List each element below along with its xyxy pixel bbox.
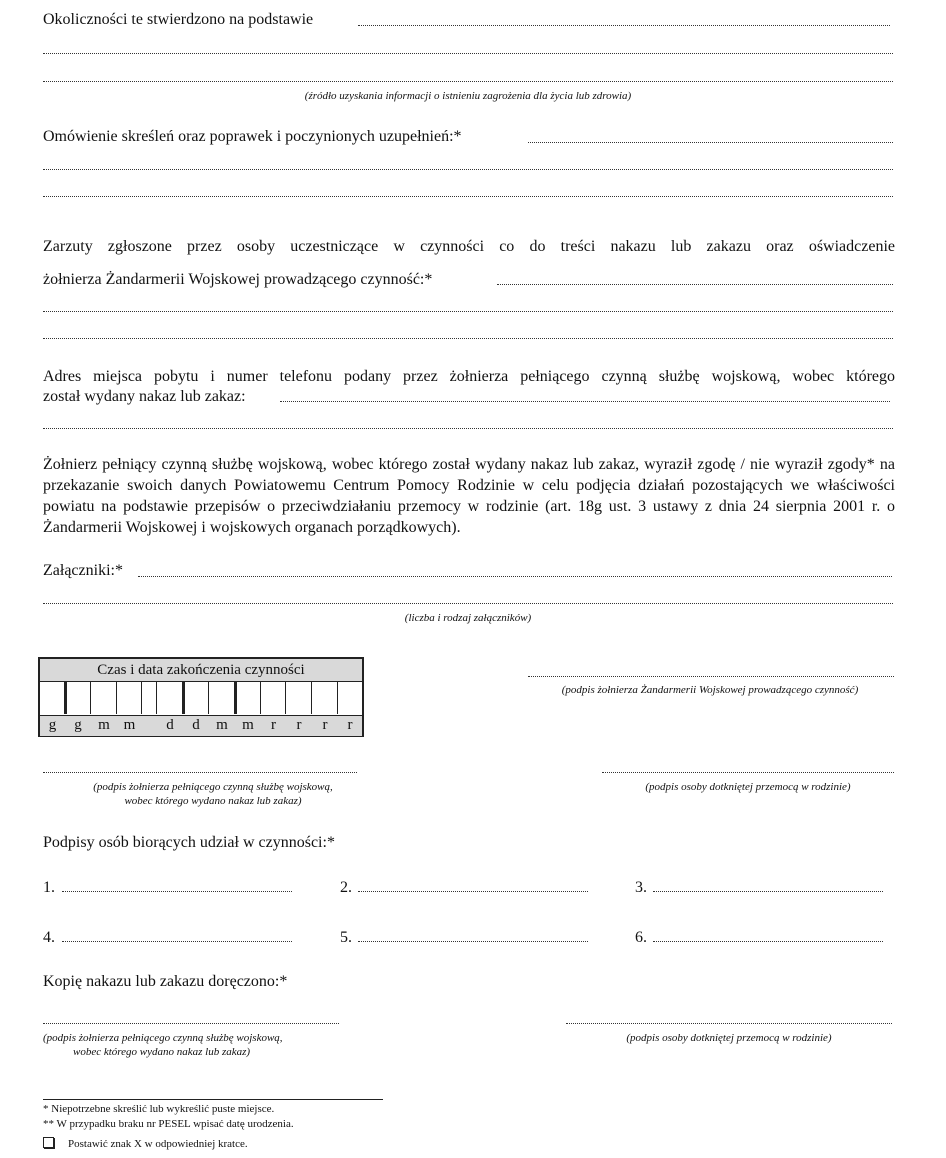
copy-delivered-label: Kopię nakazu lub zakazu doręczono:*: [43, 973, 288, 990]
month-digit-1-cell[interactable]: [209, 682, 235, 714]
circumstances-field-line-2[interactable]: [43, 53, 893, 54]
day-digit-2-cell[interactable]: [183, 682, 209, 714]
corrections-field-line-2[interactable]: [43, 169, 893, 170]
participant-1-signature-line[interactable]: [62, 891, 292, 892]
circumstances-label: Okoliczności te stwierdzono na podstawie: [43, 11, 314, 28]
day-digit-1-cell[interactable]: [157, 682, 183, 714]
separator-cell: [142, 682, 157, 714]
participant-6-signature-line[interactable]: [653, 941, 883, 942]
format-label: m: [216, 717, 228, 733]
format-label: d: [166, 717, 174, 733]
objections-field-line-3[interactable]: [43, 338, 893, 339]
year-digit-3-cell[interactable]: [312, 682, 338, 714]
officer-signature-line[interactable]: [528, 676, 894, 677]
format-label: r: [296, 717, 302, 733]
victim-receipt-caption: (podpis osoby dotkniętej przemocą w rodzinie): [626, 1032, 832, 1044]
participant-number: 6.: [635, 929, 647, 946]
month-digit-2-cell[interactable]: [235, 682, 261, 714]
attachments-field-line-2[interactable]: [43, 603, 893, 604]
year-digit-2-cell[interactable]: [286, 682, 312, 714]
checkbox-square-icon: [43, 1137, 54, 1148]
participant-number: 5.: [340, 929, 352, 946]
attachments-caption: (liczba i rodzaj załączników): [404, 612, 532, 624]
circumstances-field-line-3[interactable]: [43, 81, 893, 82]
end-datetime-box: [38, 657, 364, 737]
objections-line-1: Zarzuty zgłoszone przez osoby uczestniczące w czynności co do treści nakazu lub zakazu oraz oświadczenie: [43, 238, 895, 255]
participant-number: 2.: [340, 879, 352, 896]
format-label: g: [48, 717, 57, 733]
format-label: d: [192, 717, 200, 733]
corrections-field-line-3[interactable]: [43, 196, 893, 197]
circumstances-caption: (źródło uzyskania informacji o istnieniu zagrożenia dla życia lub zdrowia): [304, 90, 632, 102]
soldier-signature-caption-1: (podpis żołnierza pełniącego czynną służbę wojskową,: [93, 781, 333, 793]
soldier-receipt-signature-line[interactable]: [43, 1023, 339, 1024]
corrections-field-line-1[interactable]: [528, 142, 893, 143]
attachments-label: Załączniki:*: [43, 562, 123, 579]
footnote-3: [43, 1137, 248, 1151]
officer-signature-caption: (podpis żołnierza Żandarmerii Wojskowej prowadzącego czynność): [561, 684, 859, 696]
circumstances-field-line-1[interactable]: [358, 25, 890, 26]
end-datetime-title: Czas i data zakończenia czynności: [40, 659, 362, 682]
format-label: m: [123, 717, 136, 733]
address-line-2: został wydany nakaz lub zakaz:: [43, 388, 246, 405]
soldier-signature-line[interactable]: [43, 772, 357, 773]
attachments-field-line-1[interactable]: [138, 576, 892, 577]
format-label: m: [242, 717, 254, 733]
footnote-1: * Niepotrzebne skreślić lub wykreślić puste miejsce.: [43, 1103, 275, 1115]
participant-2-signature-line[interactable]: [358, 891, 588, 892]
address-field-line-1[interactable]: [280, 401, 890, 402]
minute-digit-2-cell[interactable]: [117, 682, 142, 714]
participant-number: 4.: [43, 929, 55, 946]
victim-signature-line[interactable]: [602, 772, 894, 773]
address-field-line-2[interactable]: [43, 428, 893, 429]
soldier-receipt-caption-1: (podpis żołnierza pełniącego czynną służbę wojskową,: [43, 1032, 283, 1044]
objections-field-line-2[interactable]: [43, 311, 893, 312]
participant-number: 3.: [635, 879, 647, 896]
soldier-receipt-caption-2: wobec którego wydano nakaz lub zakaz): [73, 1046, 251, 1058]
format-label: m: [98, 717, 110, 733]
year-digit-4-cell[interactable]: [338, 682, 362, 714]
footnote-2: ** W przypadku braku nr PESEL wpisać datę urodzenia.: [43, 1118, 294, 1130]
victim-signature-caption: (podpis osoby dotkniętej przemocą w rodzinie): [645, 781, 851, 793]
participant-3-signature-line[interactable]: [653, 891, 883, 892]
format-label: g: [74, 717, 82, 733]
consent-text: Żołnierz pełniący czynną służbę wojskową, wobec którego został wydany nakaz lub zakaz, wyraził zgodę / nie wyraził zgody* na przekazanie swoich danych Powiatowemu Centrum Pomocy Rodzinie w celu podjęcia działań pozostających we właściwości powiatu na podstawie przepisów o przeciwdziałaniu przemocy w rodzinie (art. 18g ust. 3 ustawy z dnia 24 sierpnia 2001 r. o Żandarmerii Wojskowej i wojskowych organach porządkowych).: [43, 456, 895, 536]
victim-receipt-signature-line[interactable]: [566, 1023, 892, 1024]
objections-field-line-1[interactable]: [497, 284, 893, 285]
footnote-separator: [43, 1099, 383, 1100]
soldier-signature-caption-2: wobec którego wydano nakaz lub zakaz): [124, 795, 302, 807]
objections-line-2: żołnierza Żandarmerii Wojskowej prowadzącego czynność:*: [43, 271, 433, 288]
format-label: r: [322, 717, 328, 733]
address-line-1: Adres miejsca pobytu i numer telefonu podany przez żołnierza pełniącego czynną służbę wojskową, wobec którego: [43, 368, 895, 385]
participant-number: 1.: [43, 879, 55, 896]
hour-digit-2-cell[interactable]: [65, 682, 91, 714]
format-label: r: [271, 717, 276, 733]
format-label: r: [347, 717, 353, 733]
footnote-3-text: Postawić znak X w odpowiedniej kratce.: [68, 1138, 248, 1150]
minute-digit-1-cell[interactable]: [91, 682, 117, 714]
corrections-label: Omówienie skreśleń oraz poprawek i poczynionych uzupełnień:*: [43, 128, 462, 145]
participant-4-signature-line[interactable]: [62, 941, 292, 942]
participant-5-signature-line[interactable]: [358, 941, 588, 942]
participants-label: Podpisy osób biorących udział w czynności:*: [43, 834, 335, 851]
year-digit-1-cell[interactable]: [261, 682, 286, 714]
hour-digit-1-cell[interactable]: [40, 682, 65, 714]
